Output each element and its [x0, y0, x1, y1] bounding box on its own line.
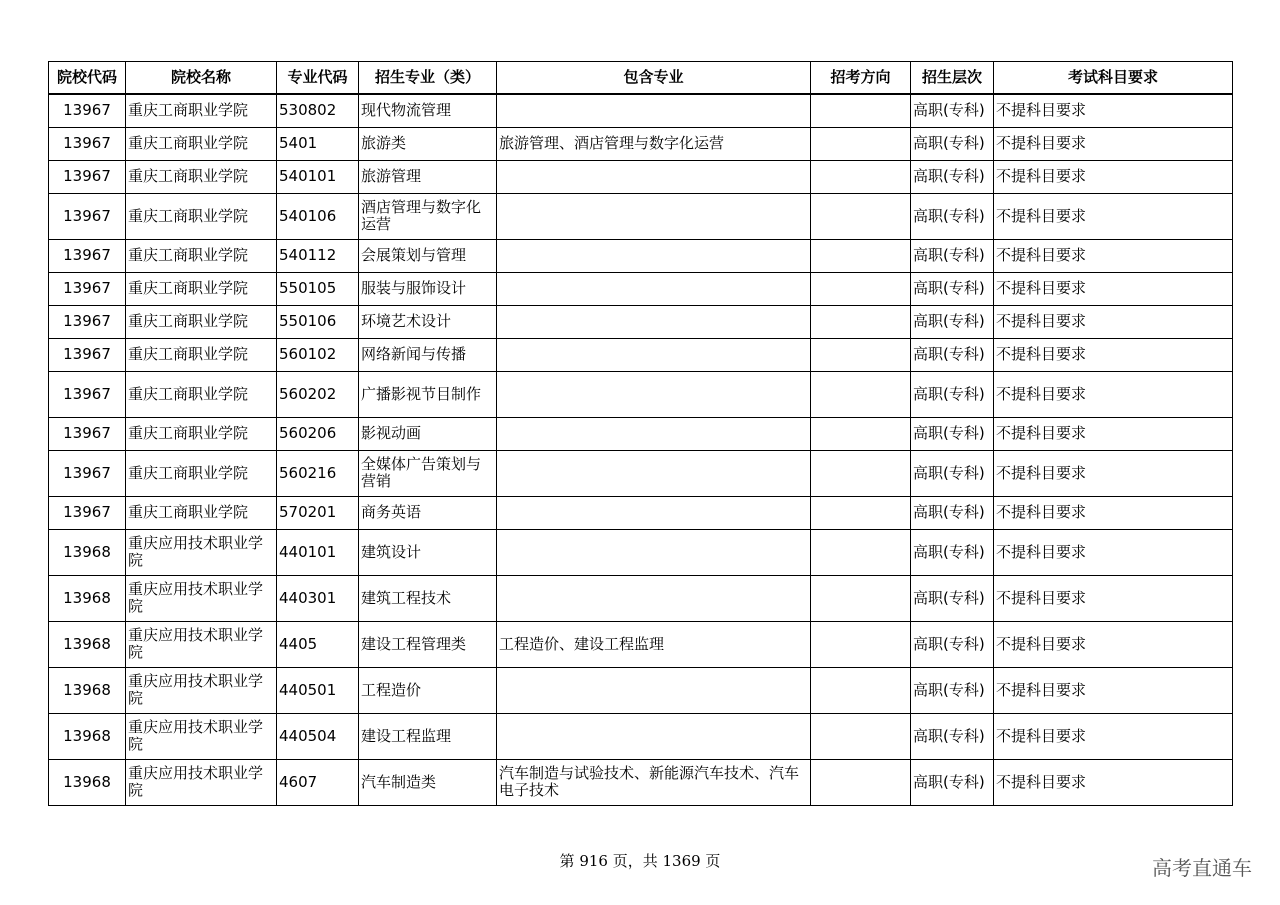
cell-subject-requirement: 不提科目要求 [994, 759, 1233, 805]
cell-included-majors: 汽车制造与试验技术、新能源汽车技术、汽车电子技术 [497, 759, 811, 805]
cell-level: 高职(专科) [911, 575, 994, 621]
cell-major: 商务英语 [359, 496, 497, 529]
cell-major-code: 560202 [277, 371, 359, 417]
header-school-name: 院校名称 [126, 62, 277, 95]
cell-direction [811, 621, 911, 667]
cell-major: 酒店管理与数字化运营 [359, 193, 497, 239]
cell-direction [811, 371, 911, 417]
header-direction: 招考方向 [811, 62, 911, 95]
cell-level: 高职(专科) [911, 94, 994, 127]
cell-subject-requirement: 不提科目要求 [994, 338, 1233, 371]
cell-school-name: 重庆应用技术职业学院 [126, 667, 277, 713]
cell-direction [811, 305, 911, 338]
cell-school-name: 重庆应用技术职业学院 [126, 759, 277, 805]
cell-direction [811, 239, 911, 272]
cell-major: 现代物流管理 [359, 94, 497, 127]
cell-included-majors [497, 371, 811, 417]
cell-level: 高职(专科) [911, 417, 994, 450]
header-row [49, 62, 1233, 95]
cell-level: 高职(专科) [911, 667, 994, 713]
cell-included-majors [497, 450, 811, 496]
cell-subject-requirement: 不提科目要求 [994, 621, 1233, 667]
cell-level: 高职(专科) [911, 193, 994, 239]
cell-major: 服装与服饰设计 [359, 272, 497, 305]
cell-major-code: 440101 [277, 529, 359, 575]
cell-subject-requirement: 不提科目要求 [994, 239, 1233, 272]
cell-major-code: 440504 [277, 713, 359, 759]
cell-school-code: 13967 [49, 193, 126, 239]
cell-school-code: 13968 [49, 759, 126, 805]
cell-major-code: 550105 [277, 272, 359, 305]
cell-major-code: 550106 [277, 305, 359, 338]
cell-included-majors [497, 575, 811, 621]
cell-major-code: 540101 [277, 160, 359, 193]
cell-level: 高职(专科) [911, 450, 994, 496]
cell-major-code: 4405 [277, 621, 359, 667]
cell-major: 全媒体广告策划与营销 [359, 450, 497, 496]
cell-school-name: 重庆工商职业学院 [126, 239, 277, 272]
table-row [49, 160, 1233, 193]
cell-included-majors [497, 305, 811, 338]
cell-school-name: 重庆应用技术职业学院 [126, 713, 277, 759]
cell-major: 旅游类 [359, 127, 497, 160]
cell-direction [811, 338, 911, 371]
cell-major-code: 5401 [277, 127, 359, 160]
cell-subject-requirement: 不提科目要求 [994, 496, 1233, 529]
cell-included-majors [497, 713, 811, 759]
cell-level: 高职(专科) [911, 529, 994, 575]
cell-school-code: 13968 [49, 667, 126, 713]
cell-included-majors [497, 160, 811, 193]
cell-included-majors [497, 239, 811, 272]
cell-subject-requirement: 不提科目要求 [994, 193, 1233, 239]
cell-school-name: 重庆工商职业学院 [126, 417, 277, 450]
table-row [49, 575, 1233, 621]
header-level: 招生层次 [911, 62, 994, 95]
cell-school-code: 13967 [49, 450, 126, 496]
cell-school-name: 重庆工商职业学院 [126, 160, 277, 193]
cell-major-code: 540112 [277, 239, 359, 272]
watermark-logo-text: 高考直通车 [1152, 856, 1252, 880]
cell-subject-requirement: 不提科目要求 [994, 667, 1233, 713]
cell-subject-requirement: 不提科目要求 [994, 529, 1233, 575]
cell-included-majors [497, 529, 811, 575]
cell-major: 建筑工程技术 [359, 575, 497, 621]
cell-subject-requirement: 不提科目要求 [994, 417, 1233, 450]
cell-subject-requirement: 不提科目要求 [994, 127, 1233, 160]
cell-direction [811, 713, 911, 759]
cell-direction [811, 272, 911, 305]
table-row [49, 193, 1233, 239]
table-row [49, 496, 1233, 529]
cell-direction [811, 160, 911, 193]
cell-level: 高职(专科) [911, 127, 994, 160]
cell-school-name: 重庆工商职业学院 [126, 127, 277, 160]
cell-school-name: 重庆工商职业学院 [126, 496, 277, 529]
cell-school-name: 重庆工商职业学院 [126, 193, 277, 239]
cell-level: 高职(专科) [911, 239, 994, 272]
cell-school-name: 重庆工商职业学院 [126, 94, 277, 127]
cell-major: 旅游管理 [359, 160, 497, 193]
cell-school-code: 13967 [49, 417, 126, 450]
cell-level: 高职(专科) [911, 713, 994, 759]
cell-direction [811, 759, 911, 805]
table-row [49, 94, 1233, 127]
cell-direction [811, 193, 911, 239]
header-subject-requirement: 考试科目要求 [994, 62, 1233, 95]
cell-level: 高职(专科) [911, 305, 994, 338]
admissions-table [48, 61, 1233, 806]
cell-subject-requirement: 不提科目要求 [994, 272, 1233, 305]
table-row [49, 450, 1233, 496]
table-row [49, 272, 1233, 305]
cell-major: 网络新闻与传播 [359, 338, 497, 371]
cell-level: 高职(专科) [911, 371, 994, 417]
cell-included-majors [497, 272, 811, 305]
cell-included-majors: 工程造价、建设工程监理 [497, 621, 811, 667]
cell-level: 高职(专科) [911, 272, 994, 305]
cell-major-code: 560102 [277, 338, 359, 371]
cell-level: 高职(专科) [911, 496, 994, 529]
cell-subject-requirement: 不提科目要求 [994, 305, 1233, 338]
cell-major-code: 560206 [277, 417, 359, 450]
cell-school-name: 重庆应用技术职业学院 [126, 575, 277, 621]
cell-school-code: 13967 [49, 305, 126, 338]
table-header [49, 62, 1233, 95]
cell-major-code: 4607 [277, 759, 359, 805]
cell-school-code: 13968 [49, 713, 126, 759]
cell-subject-requirement: 不提科目要求 [994, 371, 1233, 417]
cell-included-majors [497, 94, 811, 127]
table-row [49, 621, 1233, 667]
table-row [49, 305, 1233, 338]
table-row [49, 239, 1233, 272]
cell-school-code: 13967 [49, 94, 126, 127]
cell-subject-requirement: 不提科目要求 [994, 94, 1233, 127]
cell-included-majors: 旅游管理、酒店管理与数字化运营 [497, 127, 811, 160]
cell-direction [811, 496, 911, 529]
cell-major: 建设工程监理 [359, 713, 497, 759]
cell-major-code: 570201 [277, 496, 359, 529]
cell-major: 影视动画 [359, 417, 497, 450]
cell-subject-requirement: 不提科目要求 [994, 575, 1233, 621]
header-school-code: 院校代码 [49, 62, 126, 95]
cell-school-name: 重庆工商职业学院 [126, 305, 277, 338]
cell-school-name: 重庆应用技术职业学院 [126, 621, 277, 667]
table-row [49, 713, 1233, 759]
cell-direction [811, 417, 911, 450]
cell-level: 高职(专科) [911, 160, 994, 193]
table-row [49, 371, 1233, 417]
cell-subject-requirement: 不提科目要求 [994, 713, 1233, 759]
cell-major: 环境艺术设计 [359, 305, 497, 338]
cell-direction [811, 529, 911, 575]
cell-included-majors [497, 667, 811, 713]
cell-school-code: 13968 [49, 529, 126, 575]
cell-major: 建设工程管理类 [359, 621, 497, 667]
cell-included-majors [497, 193, 811, 239]
cell-major: 建筑设计 [359, 529, 497, 575]
cell-school-code: 13967 [49, 239, 126, 272]
cell-major-code: 540106 [277, 193, 359, 239]
cell-major-code: 530802 [277, 94, 359, 127]
cell-school-name: 重庆工商职业学院 [126, 272, 277, 305]
header-major-code: 专业代码 [277, 62, 359, 95]
cell-school-code: 13967 [49, 272, 126, 305]
cell-level: 高职(专科) [911, 621, 994, 667]
cell-subject-requirement: 不提科目要求 [994, 450, 1233, 496]
table-body [49, 94, 1233, 805]
cell-major: 广播影视节目制作 [359, 371, 497, 417]
table-row [49, 417, 1233, 450]
cell-direction [811, 127, 911, 160]
cell-school-name: 重庆工商职业学院 [126, 338, 277, 371]
cell-school-code: 13968 [49, 575, 126, 621]
cell-included-majors [497, 417, 811, 450]
cell-school-name: 重庆工商职业学院 [126, 371, 277, 417]
cell-subject-requirement: 不提科目要求 [994, 160, 1233, 193]
cell-major: 会展策划与管理 [359, 239, 497, 272]
cell-school-code: 13967 [49, 371, 126, 417]
header-included-majors: 包含专业 [497, 62, 811, 95]
cell-direction [811, 667, 911, 713]
table-row [49, 667, 1233, 713]
cell-school-code: 13968 [49, 621, 126, 667]
cell-school-code: 13967 [49, 496, 126, 529]
table-row [49, 759, 1233, 805]
cell-school-name: 重庆工商职业学院 [126, 450, 277, 496]
cell-school-code: 13967 [49, 127, 126, 160]
cell-level: 高职(专科) [911, 759, 994, 805]
cell-direction [811, 94, 911, 127]
page-number: 第 916 页，共 1369 页 [559, 852, 721, 870]
cell-major: 工程造价 [359, 667, 497, 713]
header-major: 招生专业（类） [359, 62, 497, 95]
cell-direction [811, 450, 911, 496]
cell-included-majors [497, 338, 811, 371]
cell-major-code: 560216 [277, 450, 359, 496]
cell-major-code: 440501 [277, 667, 359, 713]
table-row [49, 127, 1233, 160]
table-row [49, 338, 1233, 371]
cell-included-majors [497, 496, 811, 529]
cell-school-name: 重庆应用技术职业学院 [126, 529, 277, 575]
cell-major-code: 440301 [277, 575, 359, 621]
cell-direction [811, 575, 911, 621]
table-row [49, 529, 1233, 575]
cell-school-code: 13967 [49, 160, 126, 193]
cell-school-code: 13967 [49, 338, 126, 371]
cell-level: 高职(专科) [911, 338, 994, 371]
cell-major: 汽车制造类 [359, 759, 497, 805]
